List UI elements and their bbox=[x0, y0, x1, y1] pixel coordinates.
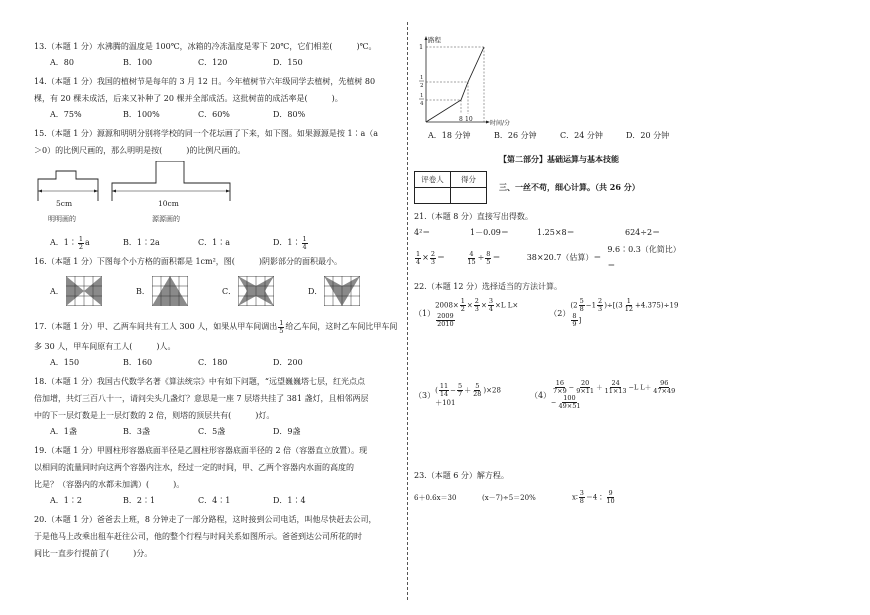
option-c[interactable]: C．4∶1 bbox=[198, 496, 231, 505]
question-21-title: 21.（本题 8 分）直接写出得数。 bbox=[414, 212, 533, 221]
grid-figure-c[interactable] bbox=[238, 276, 274, 306]
option-c[interactable]: C．24 分钟 bbox=[560, 131, 603, 140]
calc-1: 4²＝ bbox=[414, 228, 431, 237]
option-d[interactable]: D．200 bbox=[273, 358, 303, 367]
problem-3-label: （3） bbox=[414, 390, 436, 400]
column-divider bbox=[407, 22, 408, 600]
option-c-label[interactable]: C． bbox=[222, 286, 237, 296]
question-17-line2: 多 30 人，甲车间原有工人( )人。 bbox=[34, 342, 176, 351]
graph-y-tick-half-den: 2 bbox=[420, 83, 424, 89]
question-18-line2: 倍加增，共灯三百八十一，请问尖头几盏灯？意思是一座 7 层塔共挂了 381 盏灯，且相邻两层 bbox=[34, 394, 369, 403]
figure-yuanyuan-caption: 源源画的 bbox=[152, 215, 180, 223]
problem-1-expr: 2008× $\frac{1}{2}$ × $\frac{2}{3}$ × $\frac{3}{4}$ ×L L× $\frac{2009}{2010}$ bbox=[435, 297, 519, 328]
score-header-score: 得分 bbox=[451, 172, 487, 188]
graph-trip-line bbox=[426, 47, 484, 122]
question-18-line3: 中的下一层灯数是上一层灯数的 2 倍，则塔的顶层共有( )灯。 bbox=[34, 411, 275, 420]
option-b-label[interactable]: B． bbox=[136, 286, 150, 296]
equation-1: 6＋0.6x＝30 bbox=[414, 493, 457, 502]
question-21-row1 bbox=[414, 225, 682, 241]
question-16-text: 16.（本题 1 分）下图每个小方格的面积都是 1cm²，图( )阴影部分的面积最小。 bbox=[34, 257, 343, 266]
question-20-line3: 间比一直步行提前了( )分。 bbox=[34, 549, 153, 558]
equation-2: (x－7)÷5＝20% bbox=[482, 493, 536, 502]
question-14-line2: 棵，有 20 棵未成活，后来又补种了 20 棵并全部成活。这批树苗的成活率是( )。 bbox=[34, 94, 343, 103]
calc-4: 624÷2＝ bbox=[625, 228, 661, 237]
graph-x-tick-10: 10 bbox=[465, 116, 473, 123]
question-18 bbox=[34, 373, 402, 440]
option-b[interactable]: B．100 bbox=[123, 58, 153, 67]
option-a[interactable]: A．150 bbox=[50, 358, 80, 367]
option-c[interactable]: C．120 bbox=[198, 58, 228, 67]
question-19-line2: 以相同的流量同时向这两个容器内注水，经过一定的时间，甲、乙两个容器内水面的高度的 bbox=[34, 463, 354, 472]
problem-2-expr: (2 $\frac{5}{8}$ −1 $\frac{2}{3}$ )÷[(3 $\frac{1}{12}$ +4.375)÷19 $\frac{8}{9}$ ] bbox=[570, 297, 679, 328]
score-cell-grader[interactable] bbox=[415, 188, 451, 204]
option-c[interactable]: C．60% bbox=[198, 110, 230, 119]
question-15-options bbox=[50, 235, 402, 251]
question-17-options bbox=[50, 355, 402, 371]
problem-2-label: （2） bbox=[549, 308, 571, 318]
figure-mingming-shape bbox=[38, 171, 98, 201]
option-a-label[interactable]: A． bbox=[50, 286, 64, 296]
question-16-options bbox=[50, 273, 402, 309]
option-d-label[interactable]: D． bbox=[308, 286, 323, 296]
graph-y-tick-quarter-num: 1 bbox=[420, 93, 424, 99]
right-column bbox=[414, 38, 682, 505]
grid-figure-a[interactable] bbox=[66, 276, 102, 306]
calc-7: 38×20.7（估算）＝ bbox=[526, 253, 602, 262]
equation-3: x∶ $\frac{3}{8}$ ＝4∶ $\frac{9}{10}$ bbox=[572, 489, 615, 505]
option-b[interactable]: B．26 分钟 bbox=[494, 131, 537, 140]
left-column bbox=[34, 38, 402, 562]
graph-x-axis-label: 时间/分 bbox=[490, 120, 511, 126]
question-15-line1: 15.（本题 1 分）源源和明明分别将学校的同一个花坛画了下来，如下图。如果源源是按 1∶a（a bbox=[34, 129, 379, 138]
graph-y-tick-half-num: 1 bbox=[420, 75, 424, 81]
option-a[interactable]: A．80 bbox=[50, 58, 74, 67]
question-23-title: 23.（本题 6 分）解方程。 bbox=[414, 471, 509, 480]
option-c[interactable]: C．1∶a bbox=[198, 238, 230, 247]
calc-2: 1－0.09＝ bbox=[470, 228, 509, 237]
graph-y-tick-quarter-den: 4 bbox=[420, 101, 424, 107]
option-b[interactable]: B．1∶2a bbox=[123, 238, 160, 247]
question-17 bbox=[34, 318, 402, 371]
question-14-line1: 14.（本题 1 分）我国的植树节是每年的 3 月 12 日。今年植树节六年级同学去植树，先植树 80 bbox=[34, 77, 376, 86]
option-a[interactable]: A．1∶ $\frac{1}{2}$ a bbox=[50, 234, 90, 251]
question-13-text: 13.（本题 1 分）水沸腾的温度是 100℃，冰箱的冷冻温度是零下 20℃，它们相差( )℃。 bbox=[34, 42, 377, 51]
option-b[interactable]: B．100% bbox=[123, 110, 160, 119]
grid-figure-d[interactable] bbox=[324, 276, 360, 306]
option-a[interactable]: A．1∶2 bbox=[50, 496, 82, 505]
question-14 bbox=[34, 73, 402, 123]
question-19-line1: 19.（本题 1 分）甲圆柱形容器底面半径是乙圆柱形容器底面半径的 2 倍（容器直立放置）。现 bbox=[34, 446, 368, 455]
part-2-title: 【第二部分】基础运算与基本技能 bbox=[499, 154, 619, 164]
question-18-options bbox=[50, 424, 402, 440]
calc-8: 9.6∶0.3（化简比）＝ bbox=[607, 245, 681, 270]
option-d[interactable]: D．80% bbox=[273, 110, 306, 119]
question-19-line3: 比是？（容器内的水都未加满）( )。 bbox=[34, 480, 185, 489]
question-14-options bbox=[50, 107, 402, 123]
figure-yuanyuan-shape bbox=[112, 161, 230, 201]
figure-yuanyuan-length: 10cm bbox=[158, 199, 179, 208]
question-15 bbox=[34, 125, 402, 251]
question-22-row1 bbox=[414, 297, 682, 328]
question-19 bbox=[34, 442, 402, 509]
score-header-grader: 评卷人 bbox=[415, 172, 451, 188]
flowerbed-figures bbox=[34, 161, 402, 233]
option-c[interactable]: C．180 bbox=[198, 358, 228, 367]
calc-5: $\frac{1}{4}$ × $\frac{2}{3}$ ＝ bbox=[416, 249, 445, 266]
scoring-row bbox=[414, 171, 682, 204]
option-d[interactable]: D．20 分钟 bbox=[626, 131, 670, 140]
problem-3-expr: ( $\frac{11}{14}$ − $\frac{5}{7}$ ＋ $\frac{5}{28}$ )×28＋101 bbox=[435, 381, 501, 407]
graph-x-tick-8: 8 bbox=[459, 116, 463, 123]
section-3-title: 三、一丝不苟，细心计算。（共 26 分） bbox=[499, 182, 640, 192]
question-19-options bbox=[50, 493, 402, 509]
problem-4-label: （4） bbox=[529, 390, 552, 400]
grid-figure-b[interactable] bbox=[152, 276, 188, 306]
question-22-row2 bbox=[414, 379, 682, 410]
question-16 bbox=[34, 253, 402, 309]
question-20 bbox=[34, 511, 402, 562]
question-22-title: 22.（本题 12 分）选择适当的方法计算。 bbox=[414, 282, 562, 291]
question-20-line1: 20.（本题 1 分）爸爸去上班，8 分钟走了一部分路程，这时接到公司电话，叫他尽快赶去公司， bbox=[34, 515, 377, 524]
calc-6: $\frac{4}{15}$ ÷ $\frac{8}{5}$ ＝ bbox=[467, 249, 501, 266]
distance-time-graph bbox=[414, 34, 524, 126]
question-18-line1: 18.（本题 1 分）我国古代数学名著《算法统宗》中有如下问题，“远望巍巍塔七层，红光点点 bbox=[34, 377, 365, 386]
option-a[interactable]: A．1盏 bbox=[50, 427, 77, 436]
option-a[interactable]: A．75% bbox=[50, 110, 82, 119]
question-17-line1: 17.（本题 1 分）甲、乙两车间共有工人 300 人，如果从甲车间调出 $\frac{1}{5}$ 给乙车间，这时乙车间比甲车间 bbox=[34, 318, 398, 335]
problem-1-label: （1） bbox=[414, 308, 436, 318]
figure-mingming-caption: 明明画的 bbox=[48, 215, 76, 223]
option-c[interactable]: C．5盏 bbox=[198, 427, 226, 436]
option-b[interactable]: B．2∶1 bbox=[123, 496, 156, 505]
graph-y-tick-1: 1 bbox=[419, 43, 424, 51]
calc-3: 1.25×8＝ bbox=[537, 228, 575, 237]
question-23-row bbox=[414, 490, 682, 505]
question-13-options bbox=[50, 55, 402, 71]
question-21-row2 bbox=[414, 242, 682, 274]
figure-mingming-length: 5cm bbox=[56, 199, 73, 208]
score-table bbox=[414, 171, 487, 204]
option-b[interactable]: B．160 bbox=[123, 358, 153, 367]
option-d[interactable]: D．1∶ $\frac{1}{4}$ bbox=[273, 234, 307, 251]
option-b[interactable]: B．3盏 bbox=[123, 427, 150, 436]
score-cell-score[interactable] bbox=[451, 188, 487, 204]
question-13 bbox=[34, 38, 402, 71]
option-d[interactable]: D．150 bbox=[273, 58, 303, 67]
option-a[interactable]: A．18 分钟 bbox=[428, 131, 471, 140]
question-15-line2: ＞0）的比例尺画的，那么明明是按( )的比例尺画的。 bbox=[34, 146, 246, 155]
option-d[interactable]: D．1∶4 bbox=[273, 496, 306, 505]
option-d[interactable]: D．9盏 bbox=[273, 427, 301, 436]
question-20-options bbox=[428, 128, 682, 144]
question-20-line2: 于是他马上改乘出租车赶往公司，他的整个行程与时间关系如图所示。爸爸到达公司所花的时 bbox=[34, 532, 362, 541]
graph-y-axis-label: 路程 bbox=[428, 36, 441, 44]
problem-4-expr: $\frac{16}{7\times 9}$ − $\frac{20}{9\times 11}$ ＋ $\frac{24}{11\times 13}$ −L L＋ $\frac{96}{47\times 49}$ − $\frac{100}{49\times 51}$ bbox=[551, 379, 676, 410]
